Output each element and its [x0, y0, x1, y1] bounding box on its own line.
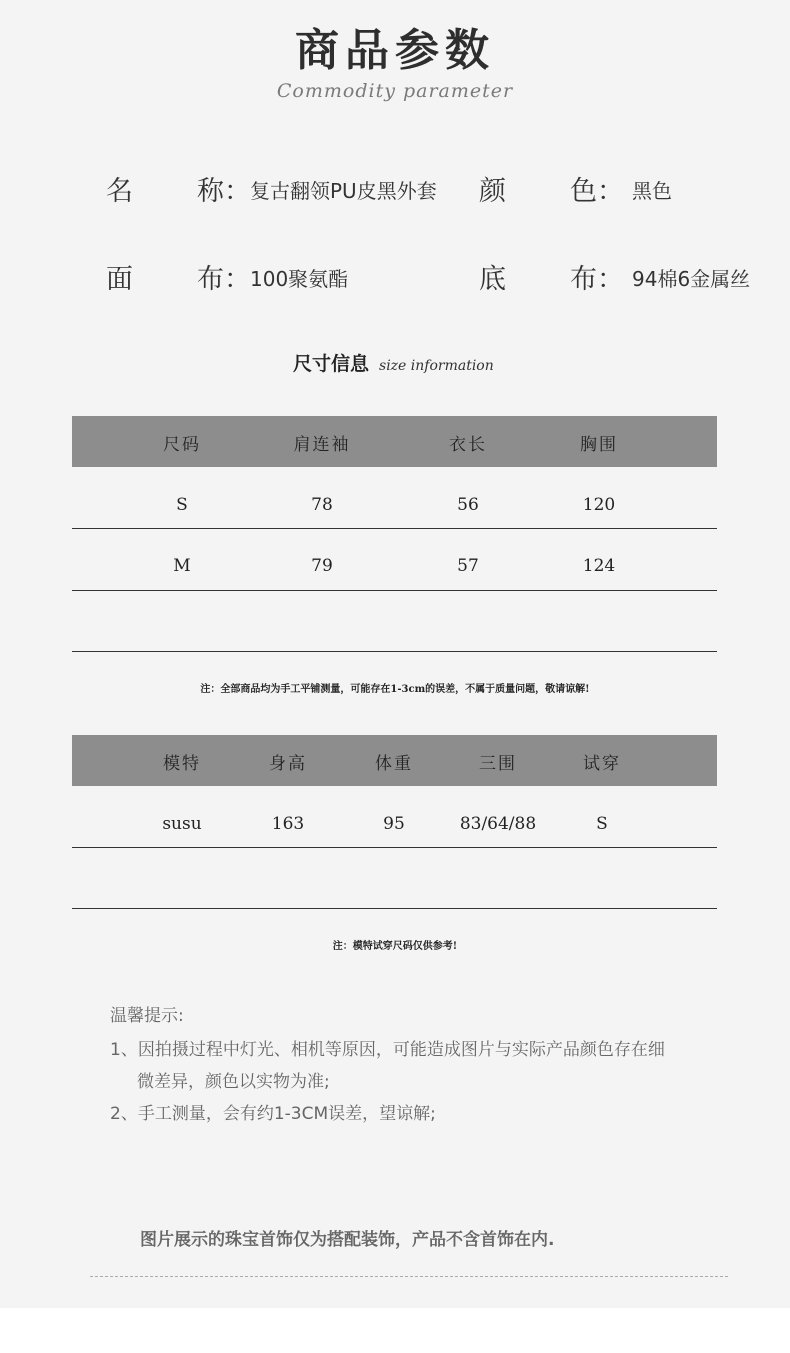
jewelry-disclaimer: 图片展示的珠宝首饰仅为搭配装饰，产品不含首饰在内. — [140, 1230, 555, 1250]
param-name-value: 复古翻领PU皮黑外套 — [250, 179, 437, 203]
size-table-header — [72, 416, 717, 467]
model-header-cell: 身高 — [269, 754, 307, 774]
model-table-header — [72, 735, 717, 786]
model-size-note: 注：模特试穿尺码仅供参考! — [332, 941, 458, 952]
tips-title: 温馨提示: — [110, 1006, 184, 1026]
param-color-label-a: 颜 — [479, 176, 506, 207]
param-fabric-label-b: 布： — [197, 264, 251, 295]
size-section-title — [293, 349, 494, 376]
size-cell: 56 — [457, 495, 479, 515]
size-title-zh: 尺寸信息 — [293, 353, 370, 375]
param-lining-label-a: 底 — [479, 264, 506, 295]
param-lining-value: 94棉6金属丝 — [632, 267, 751, 291]
table-divider — [72, 847, 717, 848]
size-header-cell: 衣长 — [449, 435, 487, 455]
table-divider — [72, 590, 717, 591]
model-cell: 163 — [271, 814, 305, 834]
size-cell: 120 — [582, 495, 616, 515]
model-cell: 95 — [383, 814, 405, 834]
page-subtitle: Commodity parameter — [276, 80, 514, 102]
size-cell: S — [176, 495, 188, 515]
table-divider — [72, 651, 717, 652]
param-name-label-a: 名 — [106, 176, 133, 207]
size-header-cell: 尺码 — [163, 435, 201, 455]
model-header-cell: 模特 — [163, 754, 201, 774]
size-cell: 124 — [582, 556, 616, 576]
size-header-cell: 胸围 — [580, 435, 618, 455]
model-header-cell: 体重 — [375, 754, 413, 774]
table-divider — [72, 908, 717, 909]
model-cell: susu — [162, 814, 202, 834]
size-title-en: size information — [379, 358, 494, 374]
size-measurement-note: 注：全部商品均为手工平铺测量，可能存在1-3cm的误差，不属于质量问题，敬请谅解! — [200, 684, 590, 695]
size-cell: M — [173, 556, 191, 576]
param-fabric-label-a: 面 — [106, 264, 133, 295]
param-fabric-value: 100聚氨酯 — [250, 267, 349, 291]
tips-line-1: 1、因拍摄过程中灯光、相机等原因，可能造成图片与实际产品颜色存在细 — [110, 1040, 665, 1060]
param-color-value: 黑色 — [632, 179, 672, 203]
model-cell: S — [596, 814, 608, 834]
param-color-label-b: 色： — [570, 176, 624, 207]
model-cell: 83/64/88 — [459, 814, 537, 834]
tips-line-1-continued: 微差异，颜色以实物为准; — [137, 1072, 330, 1092]
size-cell: 79 — [311, 556, 333, 576]
param-name-label-b: 称： — [197, 176, 251, 207]
table-row — [72, 529, 717, 590]
model-header-cell: 三围 — [479, 754, 517, 774]
table-row — [72, 467, 717, 529]
size-cell: 57 — [457, 556, 479, 576]
model-header-cell: 试穿 — [583, 754, 621, 774]
table-row — [72, 786, 717, 848]
dashed-divider — [90, 1276, 728, 1277]
param-lining-label-b: 布： — [570, 264, 624, 295]
tips-line-2: 2、手工测量，会有约1-3CM误差，望谅解; — [110, 1104, 436, 1124]
size-cell: 78 — [311, 495, 333, 515]
size-header-cell: 肩连袖 — [293, 435, 351, 455]
page-title: 商品参数 — [295, 25, 495, 76]
